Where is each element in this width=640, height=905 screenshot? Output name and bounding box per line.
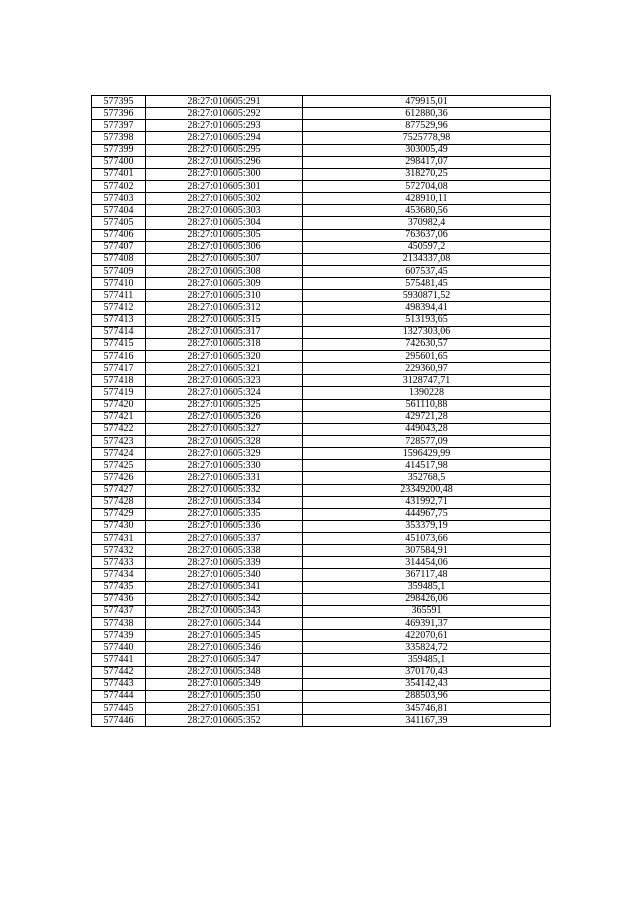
cadastral-number-cell: 28:27:010605:292	[146, 108, 303, 120]
cadastral-value-cell: 575481,45	[303, 278, 551, 290]
cadastral-value-cell: 359485,1	[303, 581, 551, 593]
cadastral-number-cell: 28:27:010605:294	[146, 132, 303, 144]
table-body	[92, 96, 551, 727]
cadastral-value-cell: 444967,75	[303, 508, 551, 520]
table-row	[92, 678, 551, 690]
cadastral-value-table	[91, 95, 551, 727]
cadastral-value-cell: 612880,36	[303, 108, 551, 120]
table-row	[92, 618, 551, 630]
row-number-cell: 577411	[92, 290, 146, 302]
table-row	[92, 241, 551, 253]
cadastral-number-cell: 28:27:010605:308	[146, 265, 303, 277]
cadastral-number-cell: 28:27:010605:338	[146, 545, 303, 557]
cadastral-value-cell: 2134337,08	[303, 253, 551, 265]
row-number-cell: 577439	[92, 630, 146, 642]
cadastral-number-cell: 28:27:010605:318	[146, 338, 303, 350]
cadastral-number-cell: 28:27:010605:315	[146, 314, 303, 326]
table-row	[92, 156, 551, 168]
table-row	[92, 508, 551, 520]
row-number-cell: 577431	[92, 533, 146, 545]
table-row	[92, 642, 551, 654]
cadastral-value-cell: 572704,08	[303, 180, 551, 192]
table-row	[92, 193, 551, 205]
cadastral-number-cell: 28:27:010605:323	[146, 375, 303, 387]
cadastral-number-cell: 28:27:010605:296	[146, 156, 303, 168]
row-number-cell: 577434	[92, 569, 146, 581]
cadastral-number-cell: 28:27:010605:324	[146, 387, 303, 399]
cadastral-number-cell: 28:27:010605:325	[146, 399, 303, 411]
cadastral-number-cell: 28:27:010605:304	[146, 217, 303, 229]
row-number-cell: 577414	[92, 326, 146, 338]
cadastral-value-cell: 742630,57	[303, 338, 551, 350]
table-row	[92, 569, 551, 581]
table-row	[92, 448, 551, 460]
table-row	[92, 496, 551, 508]
row-number-cell: 577433	[92, 557, 146, 569]
table-row	[92, 472, 551, 484]
cadastral-value-cell: 428910,11	[303, 193, 551, 205]
cadastral-number-cell: 28:27:010605:312	[146, 302, 303, 314]
cadastral-value-cell: 431992,71	[303, 496, 551, 508]
row-number-cell: 577401	[92, 168, 146, 180]
cadastral-value-cell: 3128747,71	[303, 375, 551, 387]
row-number-cell: 577422	[92, 423, 146, 435]
row-number-cell: 577410	[92, 278, 146, 290]
cadastral-number-cell: 28:27:010605:341	[146, 581, 303, 593]
row-number-cell: 577430	[92, 520, 146, 532]
row-number-cell: 577409	[92, 265, 146, 277]
cadastral-number-cell: 28:27:010605:330	[146, 460, 303, 472]
row-number-cell: 577421	[92, 411, 146, 423]
cadastral-value-cell: 453680,56	[303, 205, 551, 217]
cadastral-number-cell: 28:27:010605:307	[146, 253, 303, 265]
cadastral-value-cell: 422070,61	[303, 630, 551, 642]
table-row	[92, 533, 551, 545]
row-number-cell: 577427	[92, 484, 146, 496]
row-number-cell: 577425	[92, 460, 146, 472]
cadastral-value-cell: 451073,66	[303, 533, 551, 545]
cadastral-value-cell: 298426,06	[303, 593, 551, 605]
row-number-cell: 577437	[92, 605, 146, 617]
row-number-cell: 577396	[92, 108, 146, 120]
table-row	[92, 132, 551, 144]
table-row	[92, 435, 551, 447]
row-number-cell: 577418	[92, 375, 146, 387]
cadastral-value-cell: 345746,81	[303, 703, 551, 715]
cadastral-value-cell: 295601,65	[303, 350, 551, 362]
cadastral-number-cell: 28:27:010605:301	[146, 180, 303, 192]
cadastral-value-cell: 877529,96	[303, 120, 551, 132]
table-row	[92, 387, 551, 399]
cadastral-number-cell: 28:27:010605:305	[146, 229, 303, 241]
cadastral-number-cell: 28:27:010605:346	[146, 642, 303, 654]
table-row	[92, 423, 551, 435]
cadastral-value-cell: 318270,25	[303, 168, 551, 180]
cadastral-value-cell: 479915,01	[303, 96, 551, 108]
cadastral-number-cell: 28:27:010605:328	[146, 435, 303, 447]
table-row	[92, 690, 551, 702]
table-row	[92, 217, 551, 229]
cadastral-number-cell: 28:27:010605:303	[146, 205, 303, 217]
cadastral-value-cell: 341167,39	[303, 715, 551, 727]
cadastral-number-cell: 28:27:010605:331	[146, 472, 303, 484]
cadastral-number-cell: 28:27:010605:321	[146, 363, 303, 375]
cadastral-number-cell: 28:27:010605:310	[146, 290, 303, 302]
cadastral-number-cell: 28:27:010605:309	[146, 278, 303, 290]
cadastral-number-cell: 28:27:010605:343	[146, 605, 303, 617]
table-row	[92, 326, 551, 338]
cadastral-value-cell: 1390228	[303, 387, 551, 399]
cadastral-value-cell: 449043,28	[303, 423, 551, 435]
cadastral-number-cell: 28:27:010605:337	[146, 533, 303, 545]
table-row	[92, 460, 551, 472]
row-number-cell: 577404	[92, 205, 146, 217]
table-row	[92, 314, 551, 326]
row-number-cell: 577446	[92, 715, 146, 727]
cadastral-number-cell: 28:27:010605:306	[146, 241, 303, 253]
cadastral-value-cell: 370170,43	[303, 666, 551, 678]
table-row	[92, 229, 551, 241]
row-number-cell: 577426	[92, 472, 146, 484]
cadastral-value-cell: 359485,1	[303, 654, 551, 666]
cadastral-value-cell: 763637,06	[303, 229, 551, 241]
row-number-cell: 577428	[92, 496, 146, 508]
row-number-cell: 577442	[92, 666, 146, 678]
cadastral-number-cell: 28:27:010605:345	[146, 630, 303, 642]
cadastral-number-cell: 28:27:010605:339	[146, 557, 303, 569]
cadastral-value-cell: 607537,45	[303, 265, 551, 277]
cadastral-value-cell: 469391,37	[303, 618, 551, 630]
table-row	[92, 630, 551, 642]
row-number-cell: 577419	[92, 387, 146, 399]
cadastral-number-cell: 28:27:010605:340	[146, 569, 303, 581]
row-number-cell: 577423	[92, 435, 146, 447]
cadastral-number-cell: 28:27:010605:295	[146, 144, 303, 156]
cadastral-number-cell: 28:27:010605:344	[146, 618, 303, 630]
cadastral-value-cell: 335824,72	[303, 642, 551, 654]
cadastral-value-cell: 450597,2	[303, 241, 551, 253]
cadastral-number-cell: 28:27:010605:326	[146, 411, 303, 423]
table-row	[92, 350, 551, 362]
cadastral-value-cell: 370982,4	[303, 217, 551, 229]
cadastral-value-cell: 7525778,98	[303, 132, 551, 144]
cadastral-number-cell: 28:27:010605:329	[146, 448, 303, 460]
cadastral-value-cell: 229360,97	[303, 363, 551, 375]
cadastral-value-cell: 303005,49	[303, 144, 551, 156]
row-number-cell: 577429	[92, 508, 146, 520]
table-row	[92, 545, 551, 557]
row-number-cell: 577445	[92, 703, 146, 715]
row-number-cell: 577417	[92, 363, 146, 375]
table-row	[92, 593, 551, 605]
cadastral-value-cell: 414517,98	[303, 460, 551, 472]
row-number-cell: 577424	[92, 448, 146, 460]
row-number-cell: 577415	[92, 338, 146, 350]
cadastral-number-cell: 28:27:010605:336	[146, 520, 303, 532]
cadastral-value-cell: 5930871,52	[303, 290, 551, 302]
cadastral-number-cell: 28:27:010605:348	[146, 666, 303, 678]
row-number-cell: 577408	[92, 253, 146, 265]
table-row	[92, 168, 551, 180]
table-row	[92, 290, 551, 302]
cadastral-number-cell: 28:27:010605:332	[146, 484, 303, 496]
row-number-cell: 577398	[92, 132, 146, 144]
table-row	[92, 715, 551, 727]
row-number-cell: 577441	[92, 654, 146, 666]
table-row	[92, 120, 551, 132]
row-number-cell: 577402	[92, 180, 146, 192]
cadastral-value-cell: 561110,88	[303, 399, 551, 411]
cadastral-number-cell: 28:27:010605:335	[146, 508, 303, 520]
row-number-cell: 577400	[92, 156, 146, 168]
cadastral-value-cell: 314454,06	[303, 557, 551, 569]
cadastral-value-cell: 307584,91	[303, 545, 551, 557]
cadastral-number-cell: 28:27:010605:351	[146, 703, 303, 715]
row-number-cell: 577416	[92, 350, 146, 362]
row-number-cell: 577399	[92, 144, 146, 156]
cadastral-value-cell: 1327303,06	[303, 326, 551, 338]
table-row	[92, 411, 551, 423]
cadastral-value-cell: 352768,5	[303, 472, 551, 484]
cadastral-value-cell: 354142,43	[303, 678, 551, 690]
table-row	[92, 144, 551, 156]
cadastral-value-cell: 23349200,48	[303, 484, 551, 496]
row-number-cell: 577436	[92, 593, 146, 605]
table-row	[92, 205, 551, 217]
row-number-cell: 577395	[92, 96, 146, 108]
row-number-cell: 577412	[92, 302, 146, 314]
cadastral-number-cell: 28:27:010605:342	[146, 593, 303, 605]
cadastral-value-cell: 353379,19	[303, 520, 551, 532]
cadastral-number-cell: 28:27:010605:302	[146, 193, 303, 205]
table-row	[92, 338, 551, 350]
table-row	[92, 557, 551, 569]
cadastral-number-cell: 28:27:010605:293	[146, 120, 303, 132]
cadastral-number-cell: 28:27:010605:334	[146, 496, 303, 508]
cadastral-value-cell: 298417,07	[303, 156, 551, 168]
cadastral-number-cell: 28:27:010605:327	[146, 423, 303, 435]
row-number-cell: 577405	[92, 217, 146, 229]
row-number-cell: 577435	[92, 581, 146, 593]
row-number-cell: 577444	[92, 690, 146, 702]
table-row	[92, 278, 551, 290]
table-row	[92, 581, 551, 593]
row-number-cell: 577432	[92, 545, 146, 557]
table-row	[92, 265, 551, 277]
table-row	[92, 666, 551, 678]
table-row	[92, 605, 551, 617]
table-row	[92, 654, 551, 666]
row-number-cell: 577420	[92, 399, 146, 411]
cadastral-value-cell: 367117,48	[303, 569, 551, 581]
row-number-cell: 577397	[92, 120, 146, 132]
row-number-cell: 577413	[92, 314, 146, 326]
table-row	[92, 96, 551, 108]
row-number-cell: 577403	[92, 193, 146, 205]
table-row	[92, 520, 551, 532]
cadastral-number-cell: 28:27:010605:347	[146, 654, 303, 666]
row-number-cell: 577443	[92, 678, 146, 690]
row-number-cell: 577406	[92, 229, 146, 241]
cadastral-value-cell: 513193,65	[303, 314, 551, 326]
cadastral-number-cell: 28:27:010605:349	[146, 678, 303, 690]
row-number-cell: 577438	[92, 618, 146, 630]
cadastral-number-cell: 28:27:010605:350	[146, 690, 303, 702]
cadastral-number-cell: 28:27:010605:320	[146, 350, 303, 362]
table-row	[92, 375, 551, 387]
table-row	[92, 399, 551, 411]
table-row	[92, 180, 551, 192]
cadastral-value-cell: 1596429,99	[303, 448, 551, 460]
cadastral-value-cell: 365591	[303, 605, 551, 617]
table-row	[92, 253, 551, 265]
table-row	[92, 108, 551, 120]
table-row	[92, 484, 551, 496]
row-number-cell: 577407	[92, 241, 146, 253]
row-number-cell: 577440	[92, 642, 146, 654]
table-row	[92, 703, 551, 715]
cadastral-value-cell: 429721,28	[303, 411, 551, 423]
cadastral-number-cell: 28:27:010605:291	[146, 96, 303, 108]
cadastral-value-cell: 728577,09	[303, 435, 551, 447]
cadastral-number-cell: 28:27:010605:300	[146, 168, 303, 180]
cadastral-value-cell: 288503,96	[303, 690, 551, 702]
cadastral-value-cell: 498394,41	[303, 302, 551, 314]
table-row	[92, 302, 551, 314]
cadastral-number-cell: 28:27:010605:317	[146, 326, 303, 338]
table-row	[92, 363, 551, 375]
cadastral-number-cell: 28:27:010605:352	[146, 715, 303, 727]
